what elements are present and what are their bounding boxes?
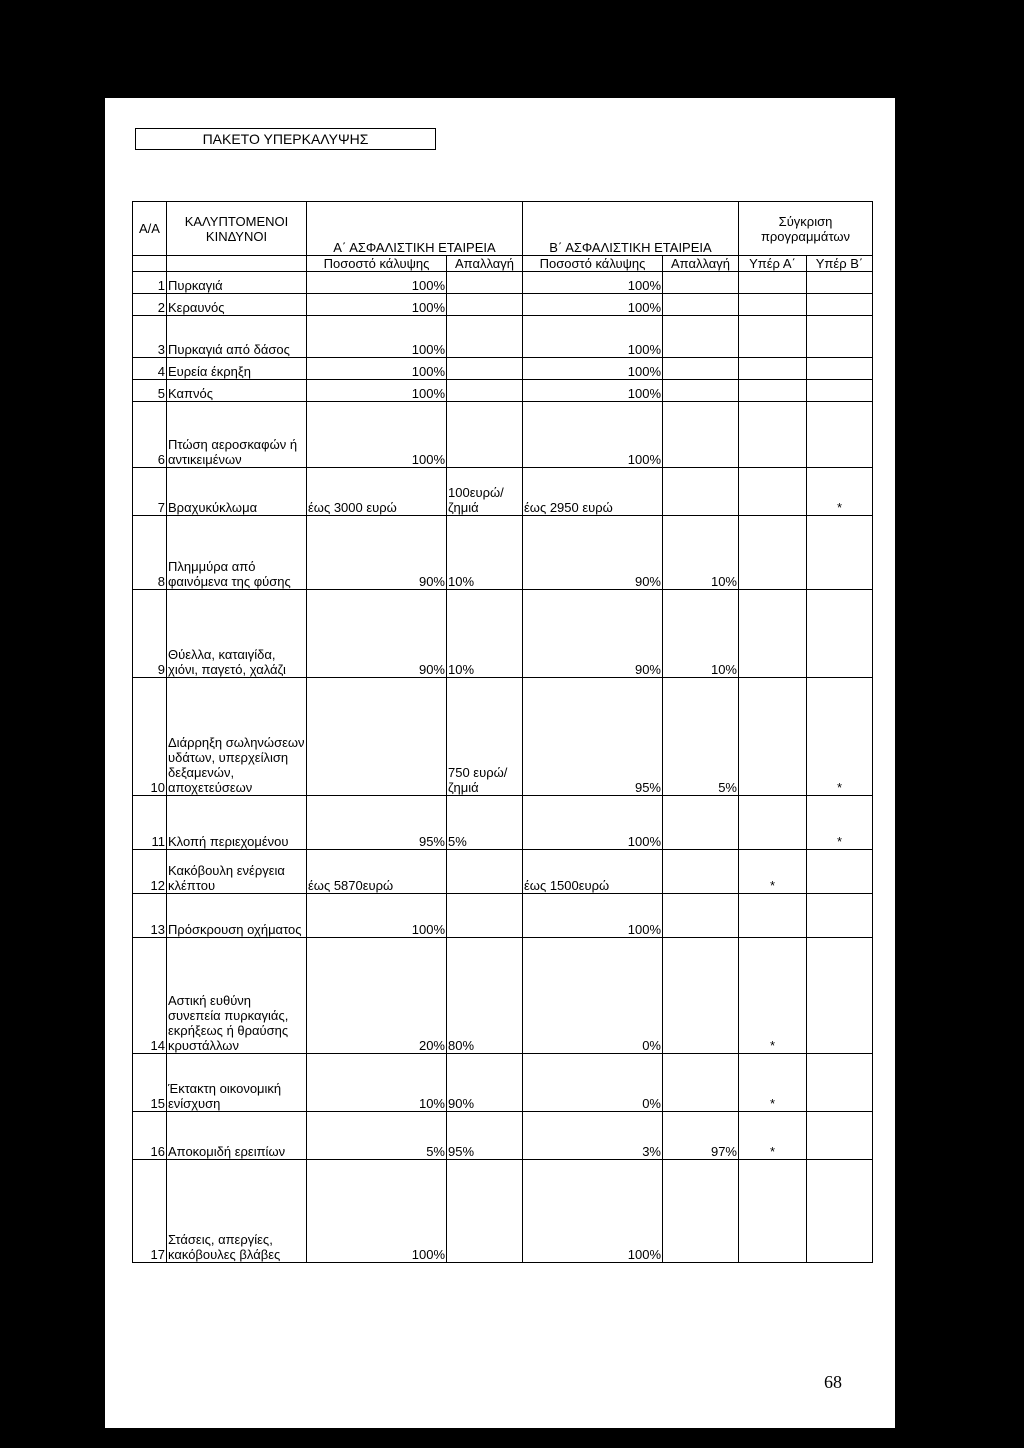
table-row	[133, 796, 873, 850]
row-number: 16	[133, 1112, 167, 1160]
table-row	[133, 516, 873, 590]
header-company-b: Β΄ ΑΣΦΑΛΙΣΤΙΚΗ ΕΤΑΙΡΕΙΑ	[523, 202, 739, 256]
coverage-a-cell: 90%	[307, 590, 447, 678]
header-pro-a: Υπέρ Α΄	[739, 256, 807, 272]
pro-b-mark	[807, 294, 873, 316]
table-row	[133, 358, 873, 380]
deductible-a-cell: 80%	[447, 938, 523, 1054]
pro-b-mark	[807, 402, 873, 468]
row-number: 13	[133, 894, 167, 938]
pro-b-mark	[807, 380, 873, 402]
pro-a-mark: *	[739, 1112, 807, 1160]
coverage-a-cell: 10%	[307, 1054, 447, 1112]
coverage-a-cell: έως 3000 ευρώ	[307, 468, 447, 516]
pro-b-mark	[807, 1054, 873, 1112]
table-row	[133, 678, 873, 796]
deductible-a-cell: 100ευρώ/ ζημιά	[447, 468, 523, 516]
pro-a-mark	[739, 316, 807, 358]
pro-a-mark	[739, 358, 807, 380]
row-number: 17	[133, 1160, 167, 1263]
deductible-b-cell	[663, 316, 739, 358]
coverage-b-cell: 100%	[523, 402, 663, 468]
coverage-b-cell: 100%	[523, 1160, 663, 1263]
table-row	[133, 380, 873, 402]
header-deductible-b: Απαλλαγή	[663, 256, 739, 272]
row-number: 11	[133, 796, 167, 850]
pro-b-mark	[807, 1112, 873, 1160]
deductible-a-cell	[447, 402, 523, 468]
coverage-b-cell: 100%	[523, 316, 663, 358]
risk-name: Διάρρηξη σωληνώσεων υδάτων, υπερχείλιση δεξαμενών, αποχετεύσεων	[167, 678, 307, 796]
pro-b-mark	[807, 850, 873, 894]
table-row	[133, 894, 873, 938]
pro-a-mark	[739, 516, 807, 590]
pro-b-mark	[807, 938, 873, 1054]
pro-a-mark	[739, 1160, 807, 1263]
row-number: 7	[133, 468, 167, 516]
row-number: 8	[133, 516, 167, 590]
pro-b-mark	[807, 272, 873, 294]
row-number: 15	[133, 1054, 167, 1112]
pro-b-mark	[807, 516, 873, 590]
page-title: ΠΑΚΕΤΟ ΥΠΕΡΚΑΛΥΨΗΣ	[135, 128, 436, 150]
risk-name: Πλημμύρα από φαινόμενα της φύσης	[167, 516, 307, 590]
pro-b-mark: *	[807, 796, 873, 850]
risk-name: Θύελλα, καταιγίδα, χιόνι, παγετό, χαλάζι	[167, 590, 307, 678]
coverage-a-cell: 95%	[307, 796, 447, 850]
deductible-a-cell: 750 ευρώ/ ζημιά	[447, 678, 523, 796]
risk-name: Πρόσκρουση οχήματος	[167, 894, 307, 938]
risk-name: Έκτακτη οικονομική ενίσχυση	[167, 1054, 307, 1112]
deductible-b-cell	[663, 468, 739, 516]
deductible-b-cell	[663, 938, 739, 1054]
coverage-b-cell: 100%	[523, 358, 663, 380]
row-number: 2	[133, 294, 167, 316]
page-number: 68	[824, 1372, 842, 1392]
row-number: 4	[133, 358, 167, 380]
coverage-b-cell: 3%	[523, 1112, 663, 1160]
coverage-b-cell: 100%	[523, 894, 663, 938]
header-comparison: Σύγκριση προγραμμάτων	[739, 202, 873, 256]
deductible-b-cell: 97%	[663, 1112, 739, 1160]
deductible-b-cell	[663, 850, 739, 894]
deductible-a-cell	[447, 1160, 523, 1263]
coverage-a-cell: 90%	[307, 516, 447, 590]
deductible-a-cell: 5%	[447, 796, 523, 850]
table-row	[133, 272, 873, 294]
deductible-a-cell	[447, 294, 523, 316]
coverage-b-cell: 100%	[523, 796, 663, 850]
deductible-a-cell: 10%	[447, 516, 523, 590]
deductible-b-cell: 10%	[663, 516, 739, 590]
coverage-a-cell: 5%	[307, 1112, 447, 1160]
coverage-b-cell: 95%	[523, 678, 663, 796]
coverage-a-cell: 100%	[307, 402, 447, 468]
coverage-a-cell: 100%	[307, 358, 447, 380]
risk-name: Καπνός	[167, 380, 307, 402]
header-blank-1	[133, 256, 167, 272]
row-number: 3	[133, 316, 167, 358]
header-company-a: Α΄ ΑΣΦΑΛΙΣΤΙΚΗ ΕΤΑΙΡΕΙΑ	[307, 202, 523, 256]
deductible-b-cell	[663, 272, 739, 294]
risk-name: Ευρεία έκρηξη	[167, 358, 307, 380]
coverage-b-cell: έως 2950 ευρώ	[523, 468, 663, 516]
deductible-a-cell: 10%	[447, 590, 523, 678]
deductible-a-cell: 95%	[447, 1112, 523, 1160]
coverage-a-cell: έως 5870ευρώ	[307, 850, 447, 894]
row-number: 6	[133, 402, 167, 468]
table-row	[133, 294, 873, 316]
coverage-b-cell: 90%	[523, 590, 663, 678]
deductible-a-cell	[447, 272, 523, 294]
deductible-b-cell	[663, 894, 739, 938]
row-number: 1	[133, 272, 167, 294]
table-row	[133, 402, 873, 468]
pro-a-mark	[739, 678, 807, 796]
coverage-a-cell: 100%	[307, 894, 447, 938]
risk-name: Βραχυκύκλωμα	[167, 468, 307, 516]
risk-name: Πυρκαγιά από δάσος	[167, 316, 307, 358]
risk-name: Πτώση αεροσκαφών ή αντικειμένων	[167, 402, 307, 468]
deductible-a-cell	[447, 380, 523, 402]
header-pro-b: Υπέρ Β΄	[807, 256, 873, 272]
coverage-b-cell: 90%	[523, 516, 663, 590]
coverage-b-cell: 100%	[523, 272, 663, 294]
pro-a-mark	[739, 272, 807, 294]
deductible-b-cell: 10%	[663, 590, 739, 678]
header-coverage-a: Ποσοστό κάλυψης	[307, 256, 447, 272]
coverage-a-cell: 20%	[307, 938, 447, 1054]
header-aa: Α/Α	[133, 202, 167, 256]
deductible-a-cell: 90%	[447, 1054, 523, 1112]
pro-b-mark: *	[807, 678, 873, 796]
header-row-sub	[133, 256, 873, 272]
deductible-b-cell	[663, 402, 739, 468]
deductible-b-cell	[663, 294, 739, 316]
table-row	[133, 1112, 873, 1160]
deductible-b-cell	[663, 380, 739, 402]
pro-b-mark	[807, 1160, 873, 1263]
header-risks: ΚΑΛΥΠΤΟΜΕΝΟΙ ΚΙΝΔΥΝΟΙ	[167, 202, 307, 256]
deductible-b-cell	[663, 358, 739, 380]
pro-b-mark: *	[807, 468, 873, 516]
table-row	[133, 590, 873, 678]
pro-b-mark	[807, 590, 873, 678]
pro-a-mark	[739, 294, 807, 316]
pro-a-mark	[739, 590, 807, 678]
pro-a-mark	[739, 796, 807, 850]
table-row	[133, 1160, 873, 1263]
header-blank-2	[167, 256, 307, 272]
coverage-a-cell: 100%	[307, 1160, 447, 1263]
header-deductible-a: Απαλλαγή	[447, 256, 523, 272]
row-number: 9	[133, 590, 167, 678]
coverage-a-cell	[307, 678, 447, 796]
pro-a-mark: *	[739, 1054, 807, 1112]
coverage-a-cell: 100%	[307, 294, 447, 316]
table-row	[133, 850, 873, 894]
pro-a-mark	[739, 380, 807, 402]
risk-name: Αστική ευθύνη συνεπεία πυρκαγιάς, εκρήξεως ή θραύσης κρυστάλλων	[167, 938, 307, 1054]
pro-b-mark	[807, 894, 873, 938]
risk-name: Κλοπή περιεχομένου	[167, 796, 307, 850]
deductible-b-cell	[663, 1054, 739, 1112]
coverage-b-cell: έως 1500ευρώ	[523, 850, 663, 894]
table-row	[133, 1054, 873, 1112]
coverage-comparison-table	[132, 201, 873, 1263]
table-row	[133, 938, 873, 1054]
pro-a-mark: *	[739, 850, 807, 894]
coverage-a-cell: 100%	[307, 316, 447, 358]
table-row	[133, 468, 873, 516]
pro-a-mark	[739, 894, 807, 938]
risk-name: Κακόβουλη ενέργεια κλέπτου	[167, 850, 307, 894]
coverage-b-cell: 0%	[523, 938, 663, 1054]
risk-name: Αποκομιδή ερειπίων	[167, 1112, 307, 1160]
coverage-b-cell: 0%	[523, 1054, 663, 1112]
deductible-a-cell	[447, 894, 523, 938]
header-row-top	[133, 202, 873, 256]
row-number: 5	[133, 380, 167, 402]
row-number: 14	[133, 938, 167, 1054]
deductible-b-cell	[663, 1160, 739, 1263]
pro-a-mark	[739, 402, 807, 468]
pro-b-mark	[807, 316, 873, 358]
deductible-a-cell	[447, 850, 523, 894]
header-coverage-b: Ποσοστό κάλυψης	[523, 256, 663, 272]
risk-name: Στάσεις, απεργίες, κακόβουλες βλάβες	[167, 1160, 307, 1263]
row-number: 10	[133, 678, 167, 796]
deductible-a-cell	[447, 358, 523, 380]
risk-name: Κεραυνός	[167, 294, 307, 316]
row-number: 12	[133, 850, 167, 894]
coverage-b-cell: 100%	[523, 294, 663, 316]
table-row	[133, 316, 873, 358]
pro-a-mark	[739, 468, 807, 516]
coverage-a-cell: 100%	[307, 380, 447, 402]
pro-a-mark: *	[739, 938, 807, 1054]
coverage-b-cell: 100%	[523, 380, 663, 402]
deductible-a-cell	[447, 316, 523, 358]
deductible-b-cell: 5%	[663, 678, 739, 796]
risk-name: Πυρκαγιά	[167, 272, 307, 294]
pro-b-mark	[807, 358, 873, 380]
coverage-a-cell: 100%	[307, 272, 447, 294]
deductible-b-cell	[663, 796, 739, 850]
